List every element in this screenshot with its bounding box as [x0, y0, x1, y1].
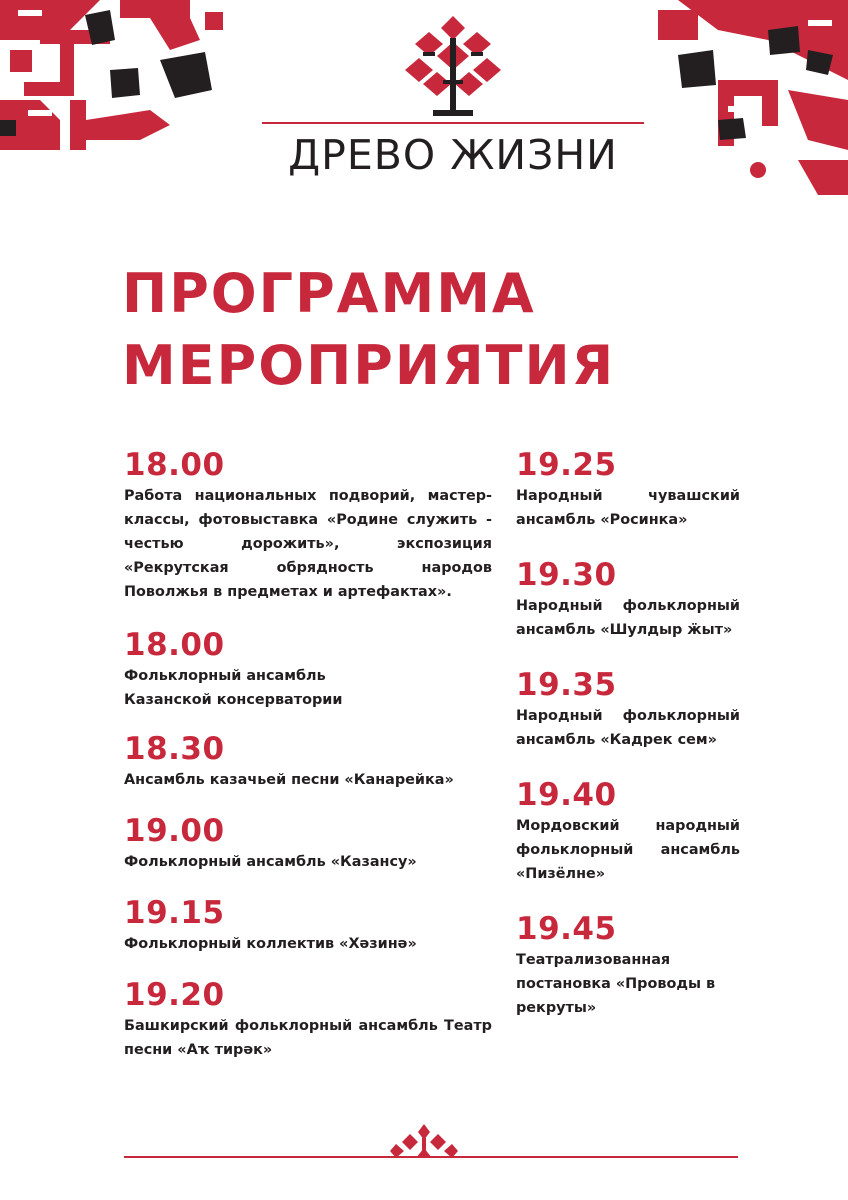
bottom-ornament-icon [390, 1124, 458, 1158]
schedule-item [124, 812, 492, 874]
event-description: Народный чувашский ансамбль «Росинка» [516, 488, 740, 528]
event-time: 18.00 [124, 447, 225, 483]
logo-divider [262, 122, 644, 124]
logo-title: ДРЕВО ЖИЗНИ [288, 131, 618, 179]
schedule-left-column [124, 446, 492, 1062]
event-time: 19.45 [516, 911, 617, 947]
schedule-item [124, 894, 492, 956]
event-description: Башкирский фольклорный ансамбль Театр песни «Аҡ тирәк» [124, 1018, 492, 1058]
event-time: 19.15 [124, 895, 225, 931]
corner-ornament-right-icon [658, 0, 848, 195]
event-description: Фольклорный коллектив «Хәзинә» [124, 936, 417, 952]
schedule-item [124, 626, 492, 712]
event-time: 19.30 [516, 557, 617, 593]
page-title-line-2: МЕРОПРИЯТИЯ [122, 334, 616, 397]
event-description: Фольклорный ансамбль Казанской консерватории [124, 668, 343, 708]
schedule-item [516, 556, 740, 642]
event-time: 18.00 [124, 627, 225, 663]
schedule-item [516, 776, 740, 886]
event-description: Фольклорный ансамбль «Казансу» [124, 854, 417, 870]
schedule-item [124, 730, 492, 792]
schedule-right-column [516, 446, 740, 1020]
event-time: 18.30 [124, 731, 225, 767]
corner-ornament-left-icon [0, 0, 225, 170]
event-description: Театрализованная постановка «Проводы в рекруты» [516, 952, 716, 1016]
schedule-item [516, 666, 740, 752]
event-description: Народный фольклорный ансамбль «Шулдыр ӝыт» [516, 598, 740, 638]
event-time: 19.40 [516, 777, 617, 813]
bottom-divider [124, 1156, 738, 1158]
event-description: Работа национальных подворий, мастер-классы, фотовыставка «Родине служить - честью дорожить», экспозиция «Рекрутская обрядность народов Поволжья в предметах и артефактах». [124, 488, 492, 600]
event-time: 19.25 [516, 447, 617, 483]
event-description: Ансамбль казачьей песни «Канарейка» [124, 772, 454, 788]
event-time: 19.20 [124, 977, 225, 1013]
event-description: Мордовский народный фольклорный ансамбль «Пизёлне» [516, 818, 740, 882]
schedule-item [124, 976, 492, 1062]
page-title-line-1: ПРОГРАММА [122, 262, 536, 325]
tree-of-life-icon [403, 14, 503, 122]
event-time: 19.35 [516, 667, 617, 703]
schedule-item [516, 910, 740, 1020]
event-time: 19.00 [124, 813, 225, 849]
event-description: Народный фольклорный ансамбль «Кадрек сем» [516, 708, 740, 748]
page-title [122, 258, 615, 402]
schedule-item [516, 446, 740, 532]
schedule-item [124, 446, 492, 604]
logo [262, 14, 644, 189]
